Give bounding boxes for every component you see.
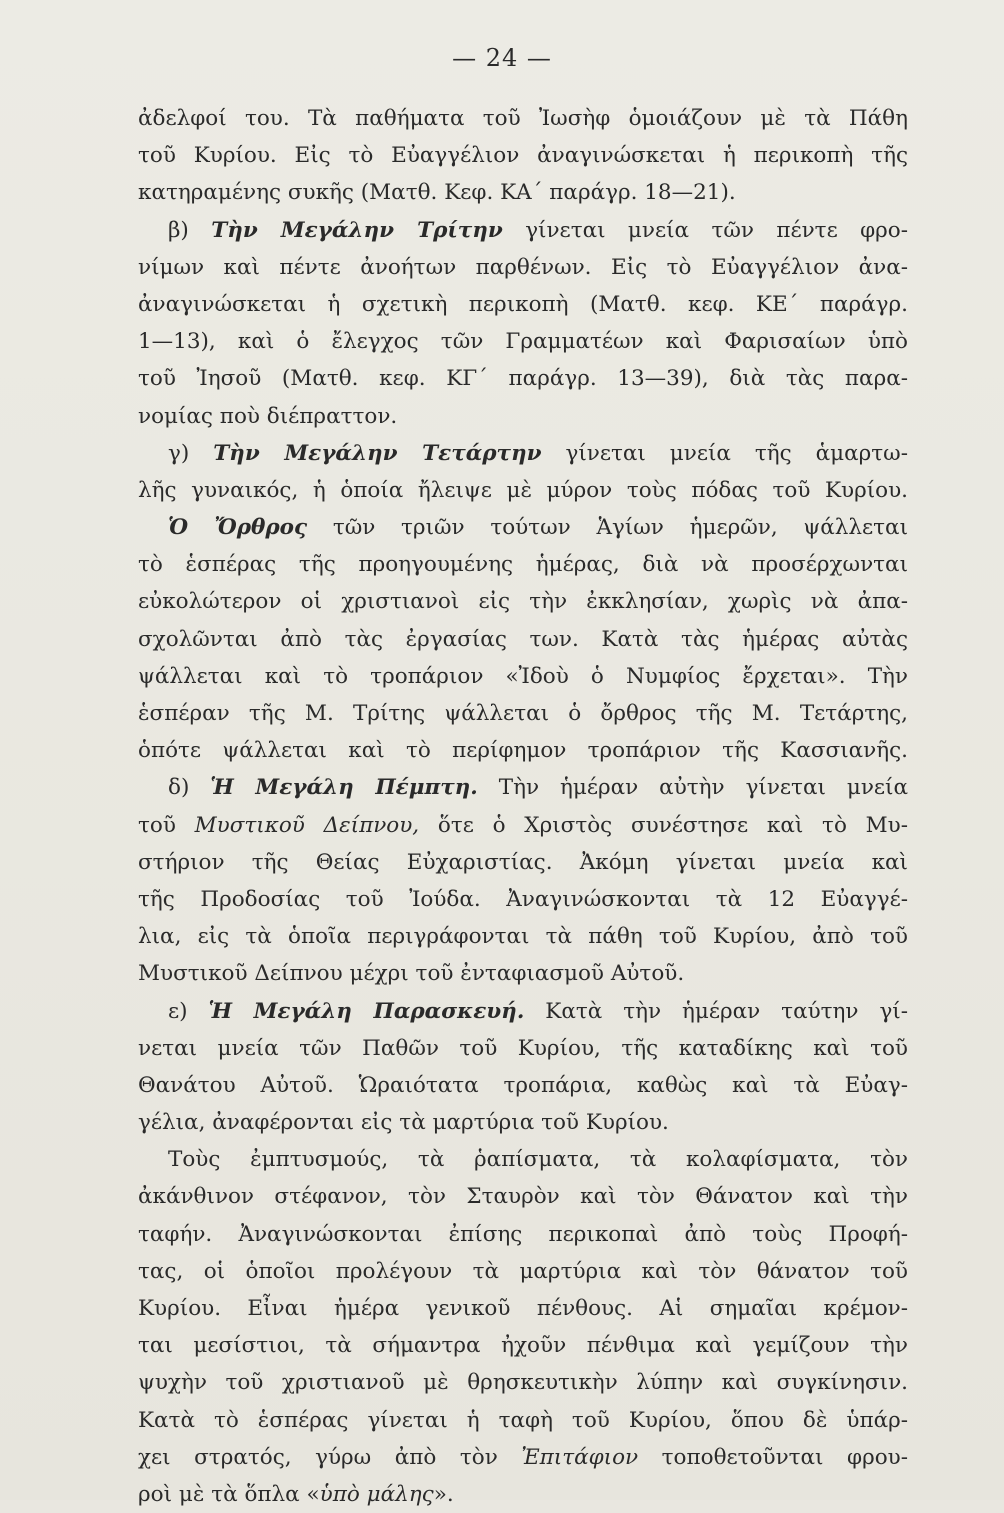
text-line: [138, 769, 908, 806]
line-text: λῆς γυναικός, ἡ ὁποία ἤλειψε μὲ μύρον τοὺς πόδας τοῦ Κυρίου.: [138, 477, 908, 503]
line-text: κατηραμένης συκῆς (Ματθ. Κεφ. ΚΑ΄ παράγρ. 18—21).: [138, 180, 736, 206]
line-text: τας, οἱ ὁποῖοι προλέγουν τὰ μαρτύρια καὶ τὸν θάνατον τοῦ: [138, 1258, 908, 1284]
line-text: τοποθετοῦνται φρου-: [638, 1444, 908, 1470]
text-line: [138, 807, 908, 844]
line-text: ε): [168, 998, 209, 1024]
text-line: [138, 918, 908, 955]
text-line: [138, 174, 908, 211]
text-line: [138, 1141, 908, 1178]
text-line: [138, 1216, 908, 1253]
text-line: [138, 1290, 908, 1327]
emphasis-text: Μυστικοῦ Δείπνου,: [194, 812, 420, 838]
emphasis-heading: Ἡ Μεγάλη Πέμπτη.: [210, 775, 478, 801]
line-text: Κυρίου. Εἶναι ἡμέρα γενικοῦ πένθους. Αἱ σημαῖαι κρέμον-: [138, 1296, 908, 1321]
text-line: [138, 100, 908, 137]
line-text: ψυχὴν τοῦ χριστιανοῦ μὲ θρησκευτικὴν λύπην καὶ συγκίνησιν.: [138, 1370, 908, 1396]
line-text: 1—13), καὶ ὁ ἔλεγχος τῶν Γραμματέων καὶ Φαρισαίων ὑπὸ: [138, 329, 908, 355]
line-text: σχολῶνται ἀπὸ τὰς ἐργασίας των. Κατὰ τὰς ἡμέρας αὐτὰς: [138, 626, 908, 652]
line-text: γίνεται μνεία τῆς ἁμαρτω-: [541, 440, 908, 466]
line-text: νομίας ποὺ διέπραττον.: [138, 403, 398, 429]
line-text: Κατὰ τὴν ἡμέραν ταύτην γί-: [524, 998, 908, 1024]
text-line: [138, 472, 908, 509]
line-text: ἀδελφοί του. Τὰ παθήματα τοῦ Ἰωσὴφ ὁμοιάζουν μὲ τὰ Πάθη: [138, 106, 908, 131]
line-text: τῆς Προδοσίας τοῦ Ἰούδα. Ἀναγινώσκονται τὰ 12 Εὐαγγέ-: [138, 886, 908, 912]
line-text: ».: [433, 1481, 454, 1507]
text-line: [138, 1253, 908, 1290]
emphasis-heading: Τὴν Μεγάλην Τετάρτην: [213, 440, 542, 466]
line-text: τοῦ: [138, 812, 195, 838]
line-text: εὐκολώτερον οἱ χριστιανοὶ εἰς τὴν ἐκκλησίαν, χωρὶς νὰ ἀπα-: [138, 589, 908, 615]
text-line: [138, 1439, 908, 1476]
emphasis-heading: Τὴν Μεγάλην Τρίτην: [211, 217, 503, 243]
text-line: [138, 1104, 908, 1141]
text-line: [138, 1030, 908, 1067]
text-line: [138, 286, 908, 323]
line-text: Θανάτου Αὐτοῦ. Ὡραιότατα τροπάρια, καθὼς καὶ τὰ Εὐαγ-: [138, 1072, 908, 1098]
text-line: [138, 1178, 908, 1215]
line-text: νίμων καὶ πέντε ἀνοήτων παρθένων. Εἰς τὸ Εὐαγγέλιον ἀνα-: [138, 254, 908, 280]
line-text: δ): [168, 775, 211, 801]
text-line: [138, 1364, 908, 1401]
line-text: τοῦ Κυρίου. Εἰς τὸ Εὐαγγέλιον ἀναγινώσκεται ἡ περικοπὴ τῆς: [138, 143, 908, 169]
text-line: [138, 546, 908, 583]
text-line: [138, 137, 908, 174]
line-text: τοῦ Ἰησοῦ (Ματθ. κεφ. ΚΓ΄ παράγρ. 13—39), διὰ τὰς παρα-: [138, 366, 908, 392]
line-text: λια, εἰς τὰ ὁποῖα περιγράφονται τὰ πάθη τοῦ Κυρίου, ἀπὸ τοῦ: [138, 924, 908, 950]
text-line: [138, 583, 908, 620]
text-line: [138, 844, 908, 881]
emphasis-text: ὑπὸ μάλης: [319, 1481, 434, 1507]
emphasis-text: Ἐπιτάφιον: [521, 1444, 639, 1470]
line-text: χει στρατός, γύρω ἀπὸ τὸν: [138, 1444, 522, 1470]
emphasis-heading: Ἡ Μεγάλη Παρασκευή.: [208, 998, 525, 1024]
text-line: [138, 732, 908, 769]
line-text: Τοὺς ἐμπτυσμούς, τὰ ῥαπίσματα, τὰ κολαφίσματα, τὸν: [168, 1147, 908, 1173]
line-text: νεται μνεία τῶν Παθῶν τοῦ Κυρίου, τῆς καταδίκης καὶ τοῦ: [138, 1035, 908, 1061]
line-text: ἀκάνθινον στέφανον, τὸν Σταυρὸν καὶ τὸν Θάνατον καὶ τὴν: [138, 1184, 908, 1210]
text-line: [138, 1476, 908, 1513]
line-text: ὅτε ὁ Χριστὸς συνέστησε καὶ τὸ Μυ-: [419, 812, 908, 838]
line-text: στήριον τῆς Θείας Εὐχαριστίας. Ἀκόμη γίνεται μνεία καὶ: [138, 849, 908, 875]
line-text: τὸ ἑσπέρας τῆς προηγουμένης ἡμέρας, διὰ νὰ προσέρχωνται: [138, 552, 908, 578]
text-line: [138, 1067, 908, 1104]
page-number: — 24 —: [452, 44, 552, 72]
line-text: ροὶ μὲ τὰ ὅπλα «: [138, 1481, 320, 1507]
line-text: γ): [168, 440, 214, 466]
line-text: ὁπότε ψάλλεται καὶ τὸ περίφημον τροπάριον τῆς Κασσιανῆς.: [138, 738, 908, 764]
line-text: τῶν τριῶν τούτων Ἁγίων ἡμερῶν, ψάλλεται: [307, 515, 908, 541]
line-text: γίνεται μνεία τῶν πέντε φρο-: [502, 217, 908, 243]
text-line: [138, 1327, 908, 1364]
text-line: [138, 212, 908, 249]
line-text: Τὴν ἡμέραν αὐτὴν γίνεται μνεία: [477, 775, 908, 801]
text-line: [138, 881, 908, 918]
line-text: ψάλλεται καὶ τὸ τροπάριον «Ἰδοὺ ὁ Νυμφίος ἔρχεται». Τὴν: [138, 663, 908, 689]
text-line: [138, 249, 908, 286]
text-line: [138, 509, 908, 546]
line-text: ἀναγινώσκεται ἡ σχετικὴ περικοπὴ (Ματθ. κεφ. ΚΕ΄ παράγρ.: [138, 291, 908, 317]
line-text: ἑσπέραν τῆς Μ. Τρίτης ψάλλεται ὁ ὄρθρος τῆς Μ. Τετάρτης,: [138, 701, 908, 726]
line-text: Κατὰ τὸ ἑσπέρας γίνεται ἡ ταφὴ τοῦ Κυρίου, ὅπου δὲ ὑπάρ-: [138, 1407, 908, 1433]
text-line: [138, 955, 908, 992]
text-line: [138, 1402, 908, 1439]
line-text: ται μεσίστιοι, τὰ σήμαντρα ἠχοῦν πένθιμα καὶ γεμίζουν τὴν: [138, 1333, 908, 1359]
text-line: [138, 435, 908, 472]
line-text: β): [168, 217, 212, 243]
text-line: [138, 695, 908, 732]
emphasis-heading: Ὁ Ὄρθρος: [168, 515, 308, 541]
text-line: [138, 658, 908, 695]
line-text: Μυστικοῦ Δείπνου μέχρι τοῦ ἐνταφιασμοῦ Αὐτοῦ.: [138, 961, 685, 987]
line-text: γέλια, ἀναφέρονται εἰς τὰ μαρτύρια τοῦ Κυρίου.: [138, 1110, 669, 1136]
text-line: [138, 993, 908, 1030]
text-line: [138, 398, 908, 435]
body-text: [138, 100, 908, 1513]
line-text: ταφήν. Ἀναγινώσκονται ἐπίσης περικοπαὶ ἀπὸ τοὺς Προφή-: [138, 1221, 908, 1247]
text-line: [138, 360, 908, 397]
text-line: [138, 323, 908, 360]
text-line: [138, 621, 908, 658]
